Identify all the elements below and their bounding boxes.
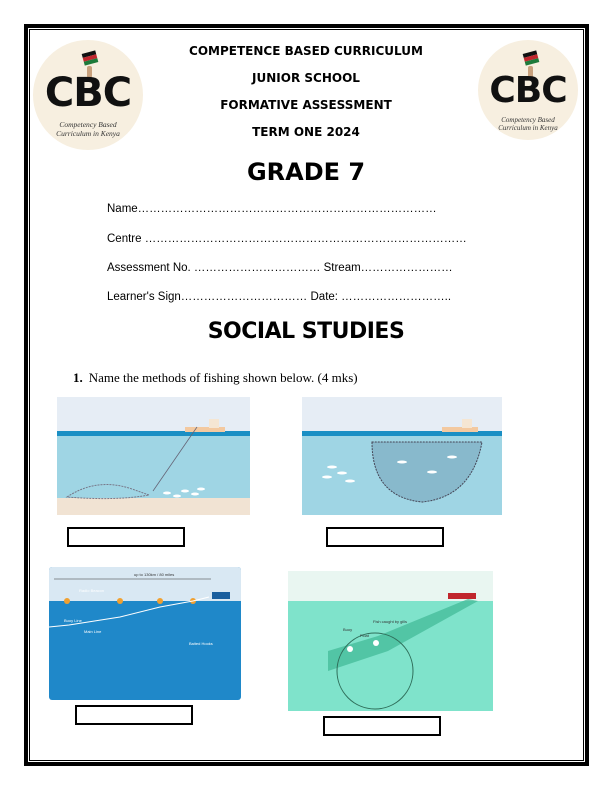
answer-box-1[interactable]: [67, 527, 185, 547]
header-term: TERM ONE 2024: [252, 125, 360, 139]
header-curriculum: COMPETENCE BASED CURRICULUM: [189, 44, 423, 58]
logo-subtitle-line2: Curriculum in Kenya: [56, 129, 120, 138]
purse-seine-illustration: [302, 397, 502, 515]
svg-text:Buoy Line: Buoy Line: [64, 618, 82, 623]
logo-subtitle-line1: Competency Based: [501, 116, 555, 124]
svg-text:Baited Hooks: Baited Hooks: [189, 641, 213, 646]
sign-date-field[interactable]: Learner's Sign…………………………… Date: ………………………..: [107, 291, 452, 303]
logo-text: CBC: [44, 70, 132, 116]
header-school: JUNIOR SCHOOL: [252, 71, 360, 85]
logo-text: CBC: [489, 70, 567, 111]
svg-text:Main Line: Main Line: [84, 629, 102, 634]
answer-box-3[interactable]: [75, 705, 193, 725]
question-text: Name the methods of fishing shown below. (4 mks): [88, 370, 358, 385]
subject-title: SOCIAL STUDIES: [207, 319, 405, 344]
svg-text:Buoy: Buoy: [343, 627, 353, 632]
svg-text:Float: Float: [360, 633, 369, 638]
answer-box-2[interactable]: [326, 527, 444, 547]
svg-text:Fish caught by gills: Fish caught by gills: [373, 619, 408, 624]
svg-text:up to 130km / 80 miles: up to 130km / 80 miles: [134, 572, 175, 577]
question-1: [73, 370, 358, 386]
answer-box-4[interactable]: [323, 716, 441, 736]
assessment-stream-field[interactable]: Assessment No. …………………………… Stream……………………: [107, 262, 453, 274]
centre-field[interactable]: Centre …………………………………………………………………………: [107, 233, 467, 245]
name-field[interactable]: Name……………………………………………………………………: [107, 203, 437, 215]
long-line-illustration: [49, 567, 241, 700]
question-number: 1.: [73, 370, 83, 385]
logo-subtitle-line2: Curriculum in Kenya: [498, 124, 558, 132]
trawling-illustration: [57, 397, 250, 515]
svg-text:Radio Beacon: Radio Beacon: [79, 588, 105, 593]
header-assessment: FORMATIVE ASSESSMENT: [220, 98, 392, 112]
drift-net-illustration: [288, 571, 493, 711]
logo-subtitle-line1: Competency Based: [59, 120, 117, 129]
grade-title: GRADE 7: [246, 158, 366, 186]
